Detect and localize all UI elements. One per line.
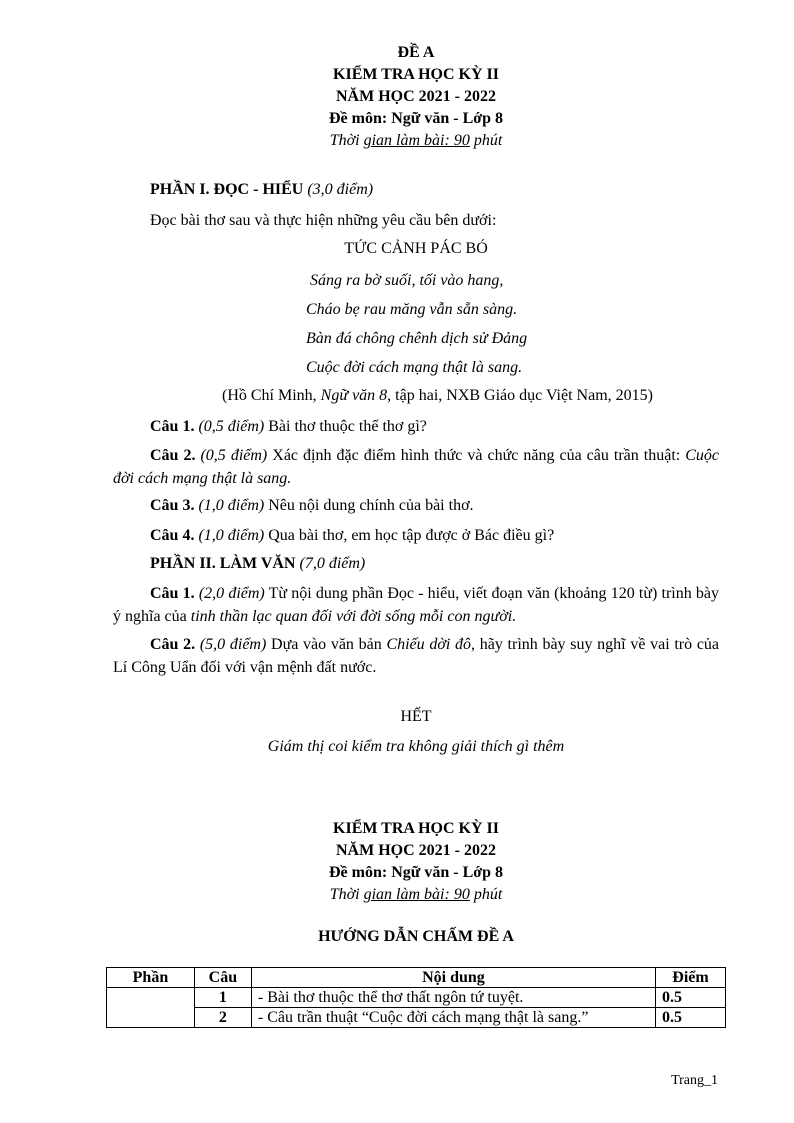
- question-text: Qua bài thơ, em học tập được ở Bác điều gì?: [264, 527, 555, 544]
- time-suffix: phút: [469, 886, 503, 903]
- source-publisher: tập hai, NXB Giáo dục Việt Nam, 2015): [391, 387, 653, 404]
- answer-key-header: [0, 818, 794, 906]
- part2-heading: [150, 553, 365, 575]
- question-cell: 1: [194, 988, 251, 1008]
- exam-header: [0, 42, 794, 152]
- question-points: (5,0 điểm): [195, 636, 267, 653]
- part2-points: (7,0 điểm): [295, 555, 366, 572]
- part1-heading: [150, 179, 373, 201]
- poem-source: [222, 385, 653, 407]
- source-book: Ngữ văn 8,: [320, 387, 392, 404]
- scoring-table: [106, 967, 726, 1028]
- answer-key-time: [0, 884, 794, 906]
- score-cell: 0.5: [656, 988, 726, 1008]
- poem-body: [306, 266, 527, 382]
- time-underlined: gian làm bài: 90: [363, 886, 470, 903]
- end-note: Giám thị coi kiểm tra không giải thích gì thêm: [267, 738, 565, 755]
- content-cell: - Bài thơ thuộc thể thơ thất ngôn tứ tuyệt.: [251, 988, 655, 1008]
- question-italic: tinh thần lạc quan đối với đời sống mỗi con người.: [190, 608, 517, 625]
- part1-question-1: [113, 415, 719, 438]
- time-prefix: Thời: [329, 132, 364, 149]
- exam-time: [0, 130, 794, 152]
- question-label: Câu 1.: [150, 418, 195, 435]
- part2-heading-text: PHẦN II. LÀM VĂN: [150, 555, 296, 572]
- part1-heading-text: PHẦN I. ĐỌC - HIỂU: [150, 181, 304, 198]
- exam-year: NĂM HỌC 2021 - 2022: [336, 88, 496, 105]
- table-header-row: [107, 968, 726, 988]
- question-text: Xác định đặc điểm hình thức và chức năng của câu trần thuật:: [267, 447, 686, 464]
- exam-title: KIỂM TRA HỌC KỲ II: [333, 66, 499, 83]
- end-text: HẾT: [400, 708, 432, 725]
- part1-question-2: [113, 444, 719, 490]
- question-label: Câu 3.: [150, 497, 195, 514]
- column-header: Nội dung: [251, 968, 655, 988]
- poem-line: Bàn đá chông chênh dịch sử Đảng: [306, 330, 528, 347]
- question-points: (1,0 điểm): [194, 497, 265, 514]
- score-cell: 0.5: [656, 1008, 726, 1028]
- exam-subject: Đề môn: Ngữ văn - Lớp 8: [328, 110, 504, 127]
- column-header: Điểm: [656, 968, 726, 988]
- part1-points: (3,0 điểm): [303, 181, 374, 198]
- answer-key-title: KIỂM TRA HỌC KỲ II: [333, 820, 499, 837]
- question-points: (0,5 điểm): [195, 447, 268, 464]
- question-points: (2,0 điểm): [194, 585, 265, 602]
- question-points: (1,0 điểm): [194, 527, 265, 544]
- poem-line: Cuộc đời cách mạng thật là sang.: [306, 359, 523, 376]
- part-cell: [107, 988, 195, 1028]
- time-underlined: gian làm bài: 90: [363, 132, 470, 149]
- exam-code: ĐỀ A: [397, 44, 435, 61]
- question-text: Từ nội dung phần Đọc - hiểu, viết đoạn văn (khoảng 120 từ) trình bày ý nghĩa của: [113, 585, 720, 625]
- table-row: [107, 1008, 726, 1028]
- column-header: Phần: [107, 968, 195, 988]
- part1-question-3: [113, 494, 719, 517]
- question-text: Bài thơ thuộc thể thơ gì?: [264, 418, 427, 435]
- question-text: Nêu nội dung chính của bài thơ.: [264, 497, 474, 514]
- answer-key-year: NĂM HỌC 2021 - 2022: [336, 842, 496, 859]
- column-header: Câu: [194, 968, 251, 988]
- part2-question-2: [113, 633, 719, 679]
- question-label: Câu 2.: [150, 447, 196, 464]
- page-number: Trang_1: [671, 1073, 718, 1088]
- answer-key-subject: Đề môn: Ngữ văn - Lớp 8: [328, 864, 504, 881]
- table-row: [107, 988, 726, 1008]
- time-prefix: Thời: [329, 886, 364, 903]
- poem-title: TỨC CẢNH PÁC BÓ: [344, 240, 488, 257]
- question-points: (0,5 điểm): [194, 418, 265, 435]
- time-suffix: phút: [469, 132, 503, 149]
- part2-question-1: [113, 582, 719, 628]
- part1-intro: Đọc bài thơ sau và thực hiện những yêu cầu bên dưới:: [150, 212, 497, 229]
- question-label: Câu 1.: [150, 585, 195, 602]
- question-text: , hãy trình bày suy nghĩ về vai trò của Lí Công Uẩn đối với vận mệnh đất nước.: [113, 636, 720, 676]
- question-italic: Chiếu dời đô: [386, 636, 472, 653]
- answer-key-heading: HƯỚNG DẪN CHẤM ĐỀ A: [318, 928, 514, 945]
- question-cell: 2: [194, 1008, 251, 1028]
- question-label: Câu 2.: [150, 636, 196, 653]
- part1-question-4: [113, 524, 719, 547]
- question-text: Dựa vào văn bản: [266, 636, 387, 653]
- question-quote: Cuộc đời cách mạng thật là sang.: [113, 447, 720, 487]
- question-label: Câu 4.: [150, 527, 195, 544]
- content-cell: - Câu trần thuật “Cuộc đời cách mạng thật là sang.”: [251, 1008, 655, 1028]
- poem-line: Sáng ra bờ suối, tối vào hang,: [310, 272, 504, 289]
- poem-line: Cháo bẹ rau măng vẫn sẵn sàng.: [306, 301, 518, 318]
- source-author: (Hồ Chí Minh,: [222, 387, 321, 404]
